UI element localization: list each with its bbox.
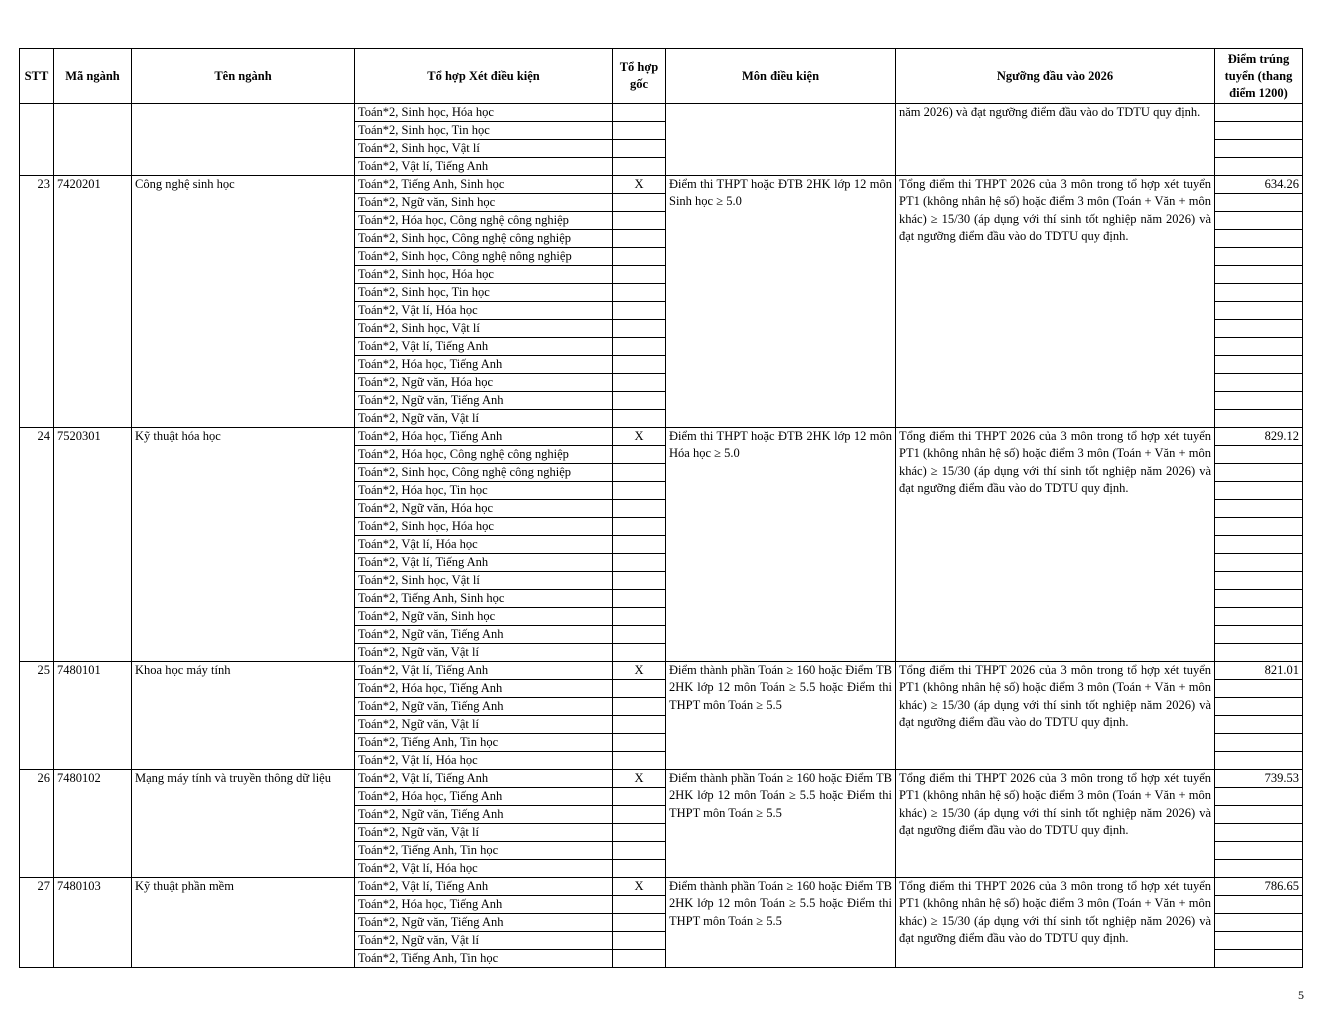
combo-cell: Toán*2, Sinh học, Hóa học: [355, 518, 613, 536]
combo-cell: Toán*2, Sinh học, Vật lí: [355, 320, 613, 338]
score-cell: [1215, 104, 1303, 122]
combo-cell: Toán*2, Sinh học, Hóa học: [355, 104, 613, 122]
header-combo: Tổ hợp Xét điều kiện: [355, 49, 613, 104]
combo-cell: Toán*2, Vật lí, Hóa học: [355, 860, 613, 878]
score-cell: [1215, 446, 1303, 464]
score-cell: [1215, 248, 1303, 266]
score-cell: [1215, 914, 1303, 932]
admission-table-sheet: [19, 48, 1303, 968]
subject-condition-cell: [666, 104, 896, 176]
combo-cell: Toán*2, Sinh học, Công nghệ công nghiệp: [355, 464, 613, 482]
combo-cell: Toán*2, Sinh học, Hóa học: [355, 266, 613, 284]
combo-cell: Toán*2, Sinh học, Công nghệ nông nghiệp: [355, 248, 613, 266]
origin-cell: [613, 320, 666, 338]
score-cell: [1215, 374, 1303, 392]
threshold-cell: Tổng điểm thi THPT 2026 của 3 môn trong tổ hợp xét tuyển PT1 (không nhân hệ số) hoặc điểm 3 môn (Toán + Văn + môn khác) ≥ 15/30 (áp dụng với thí sinh tốt nghiệp năm 2026) và đạt ngưỡng điểm đầu vào do TDTU quy định.: [896, 878, 1215, 968]
header-score: Điểm trúng tuyển (thang điểm 1200): [1215, 49, 1303, 104]
score-cell: [1215, 158, 1303, 176]
combo-cell: Toán*2, Ngữ văn, Tiếng Anh: [355, 698, 613, 716]
subject-condition-cell: Điểm thành phần Toán ≥ 160 hoặc Điểm TB 2HK lớp 12 môn Toán ≥ 5.5 hoặc Điểm thi THPT môn Toán ≥ 5.5: [666, 662, 896, 770]
combo-cell: Toán*2, Hóa học, Tiếng Anh: [355, 896, 613, 914]
score-cell: [1215, 860, 1303, 878]
score-cell: [1215, 680, 1303, 698]
score-cell: [1215, 572, 1303, 590]
name-cell: Kỹ thuật hóa học: [132, 428, 355, 662]
score-cell: [1215, 644, 1303, 662]
score-cell: [1215, 716, 1303, 734]
header-origin: Tổ hợp gốc: [613, 49, 666, 104]
origin-cell: [613, 158, 666, 176]
combo-cell: Toán*2, Sinh học, Công nghệ công nghiệp: [355, 230, 613, 248]
combo-cell: Toán*2, Ngữ văn, Tiếng Anh: [355, 914, 613, 932]
origin-cell: [613, 356, 666, 374]
origin-cell: [613, 446, 666, 464]
origin-cell: [613, 302, 666, 320]
score-cell: [1215, 698, 1303, 716]
origin-cell: [613, 716, 666, 734]
origin-cell: [613, 284, 666, 302]
stt-cell: 24: [20, 428, 54, 662]
origin-cell: [613, 752, 666, 770]
origin-cell: [613, 644, 666, 662]
code-cell: [54, 104, 132, 176]
score-cell: [1215, 320, 1303, 338]
score-cell: [1215, 896, 1303, 914]
origin-cell: [613, 932, 666, 950]
origin-cell: [613, 104, 666, 122]
combo-cell: Toán*2, Vật lí, Hóa học: [355, 302, 613, 320]
origin-cell: [613, 140, 666, 158]
combo-cell: Toán*2, Ngữ văn, Hóa học: [355, 500, 613, 518]
origin-cell: X: [613, 878, 666, 896]
origin-cell: [613, 824, 666, 842]
combo-cell: Toán*2, Ngữ văn, Tiếng Anh: [355, 392, 613, 410]
combo-cell: Toán*2, Vật lí, Tiếng Anh: [355, 662, 613, 680]
table-row: [20, 770, 1303, 788]
header-stt: STT: [20, 49, 54, 104]
threshold-cell: Tổng điểm thi THPT 2026 của 3 môn trong tổ hợp xét tuyển PT1 (không nhân hệ số) hoặc điểm 3 môn (Toán + Văn + môn khác) ≥ 15/30 (áp dụng với thí sinh tốt nghiệp năm 2026) và đạt ngưỡng điểm đầu vào do TDTU quy định.: [896, 662, 1215, 770]
score-cell: [1215, 230, 1303, 248]
stt-cell: [20, 104, 54, 176]
name-cell: Kỹ thuật phần mềm: [132, 878, 355, 968]
combo-cell: Toán*2, Hóa học, Tin học: [355, 482, 613, 500]
score-cell: [1215, 626, 1303, 644]
name-cell: [132, 104, 355, 176]
origin-cell: [613, 788, 666, 806]
name-cell: Công nghệ sinh học: [132, 176, 355, 428]
origin-cell: [613, 950, 666, 968]
stt-cell: 23: [20, 176, 54, 428]
code-cell: 7520301: [54, 428, 132, 662]
score-cell: [1215, 122, 1303, 140]
origin-cell: [613, 464, 666, 482]
score-cell: [1215, 482, 1303, 500]
code-cell: 7480101: [54, 662, 132, 770]
origin-cell: [613, 554, 666, 572]
table-row: [20, 878, 1303, 896]
combo-cell: Toán*2, Vật lí, Hóa học: [355, 536, 613, 554]
combo-cell: Toán*2, Hóa học, Tiếng Anh: [355, 356, 613, 374]
origin-cell: [613, 194, 666, 212]
score-cell: [1215, 212, 1303, 230]
combo-cell: Toán*2, Ngữ văn, Sinh học: [355, 608, 613, 626]
table-row: [20, 662, 1303, 680]
threshold-cell: Tổng điểm thi THPT 2026 của 3 môn trong tổ hợp xét tuyển PT1 (không nhân hệ số) hoặc điểm 3 môn (Toán + Văn + môn khác) ≥ 15/30 (áp dụng với thí sinh tốt nghiệp năm 2026) và đạt ngưỡng điểm đầu vào do TDTU quy định.: [896, 176, 1215, 428]
stt-cell: 26: [20, 770, 54, 878]
score-cell: 786.65: [1215, 878, 1303, 896]
combo-cell: Toán*2, Ngữ văn, Vật lí: [355, 932, 613, 950]
combo-cell: Toán*2, Ngữ văn, Vật lí: [355, 716, 613, 734]
origin-cell: [613, 842, 666, 860]
origin-cell: X: [613, 770, 666, 788]
combo-cell: Toán*2, Tiếng Anh, Sinh học: [355, 176, 613, 194]
score-cell: 739.53: [1215, 770, 1303, 788]
combo-cell: Toán*2, Ngữ văn, Tiếng Anh: [355, 806, 613, 824]
subject-condition-cell: Điểm thi THPT hoặc ĐTB 2HK lớp 12 môn Hóa học ≥ 5.0: [666, 428, 896, 662]
combo-cell: Toán*2, Ngữ văn, Vật lí: [355, 644, 613, 662]
table-row: [20, 428, 1303, 446]
score-cell: [1215, 806, 1303, 824]
score-cell: 821.01: [1215, 662, 1303, 680]
score-cell: [1215, 266, 1303, 284]
origin-cell: [613, 338, 666, 356]
origin-cell: [613, 734, 666, 752]
header-name: Tên ngành: [132, 49, 355, 104]
origin-cell: [613, 626, 666, 644]
subject-condition-cell: Điểm thi THPT hoặc ĐTB 2HK lớp 12 môn Sinh học ≥ 5.0: [666, 176, 896, 428]
score-cell: [1215, 950, 1303, 968]
score-cell: [1215, 194, 1303, 212]
score-cell: [1215, 734, 1303, 752]
score-cell: [1215, 410, 1303, 428]
admission-table: [19, 48, 1303, 968]
origin-cell: [613, 500, 666, 518]
origin-cell: [613, 122, 666, 140]
combo-cell: Toán*2, Hóa học, Tiếng Anh: [355, 680, 613, 698]
score-cell: [1215, 554, 1303, 572]
score-cell: [1215, 500, 1303, 518]
combo-cell: Toán*2, Vật lí, Tiếng Anh: [355, 770, 613, 788]
score-cell: [1215, 302, 1303, 320]
code-cell: 7420201: [54, 176, 132, 428]
score-cell: [1215, 392, 1303, 410]
score-cell: [1215, 824, 1303, 842]
origin-cell: [613, 230, 666, 248]
stt-cell: 27: [20, 878, 54, 968]
threshold-cell: Tổng điểm thi THPT 2026 của 3 môn trong tổ hợp xét tuyển PT1 (không nhân hệ số) hoặc điểm 3 môn (Toán + Văn + môn khác) ≥ 15/30 (áp dụng với thí sinh tốt nghiệp năm 2026) và đạt ngưỡng điểm đầu vào do TDTU quy định.: [896, 770, 1215, 878]
origin-cell: [613, 698, 666, 716]
combo-cell: Toán*2, Sinh học, Vật lí: [355, 140, 613, 158]
stt-cell: 25: [20, 662, 54, 770]
threshold-cell: Tổng điểm thi THPT 2026 của 3 môn trong tổ hợp xét tuyển PT1 (không nhân hệ số) hoặc điểm 3 môn (Toán + Văn + môn khác) ≥ 15/30 (áp dụng với thí sinh tốt nghiệp năm 2026) và đạt ngưỡng điểm đầu vào do TDTU quy định.: [896, 428, 1215, 662]
score-cell: [1215, 356, 1303, 374]
combo-cell: Toán*2, Tiếng Anh, Tin học: [355, 734, 613, 752]
score-cell: [1215, 464, 1303, 482]
score-cell: [1215, 752, 1303, 770]
combo-cell: Toán*2, Tiếng Anh, Tin học: [355, 950, 613, 968]
score-cell: [1215, 140, 1303, 158]
combo-cell: Toán*2, Sinh học, Vật lí: [355, 572, 613, 590]
origin-cell: [613, 572, 666, 590]
combo-cell: Toán*2, Tiếng Anh, Sinh học: [355, 590, 613, 608]
origin-cell: X: [613, 428, 666, 446]
origin-cell: [613, 410, 666, 428]
code-cell: 7480102: [54, 770, 132, 878]
combo-cell: Toán*2, Vật lí, Tiếng Anh: [355, 554, 613, 572]
combo-cell: Toán*2, Ngữ văn, Tiếng Anh: [355, 626, 613, 644]
origin-cell: [613, 374, 666, 392]
score-cell: [1215, 842, 1303, 860]
origin-cell: [613, 518, 666, 536]
score-cell: [1215, 536, 1303, 554]
combo-cell: Toán*2, Vật lí, Tiếng Anh: [355, 158, 613, 176]
origin-cell: [613, 860, 666, 878]
origin-cell: [613, 608, 666, 626]
combo-cell: Toán*2, Vật lí, Tiếng Anh: [355, 878, 613, 896]
origin-cell: [613, 680, 666, 698]
origin-cell: [613, 914, 666, 932]
origin-cell: [613, 392, 666, 410]
origin-cell: X: [613, 662, 666, 680]
combo-cell: Toán*2, Vật lí, Tiếng Anh: [355, 338, 613, 356]
combo-cell: Toán*2, Sinh học, Tin học: [355, 122, 613, 140]
score-cell: 829.12: [1215, 428, 1303, 446]
header-row: [20, 49, 1303, 104]
score-cell: [1215, 788, 1303, 806]
origin-cell: [613, 590, 666, 608]
combo-cell: Toán*2, Tiếng Anh, Tin học: [355, 842, 613, 860]
header-code: Mã ngành: [54, 49, 132, 104]
table-row: [20, 104, 1303, 122]
score-cell: [1215, 590, 1303, 608]
combo-cell: Toán*2, Ngữ văn, Sinh học: [355, 194, 613, 212]
combo-cell: Toán*2, Hóa học, Công nghệ công nghiệp: [355, 446, 613, 464]
subject-condition-cell: Điểm thành phần Toán ≥ 160 hoặc Điểm TB 2HK lớp 12 môn Toán ≥ 5.5 hoặc Điểm thi THPT môn Toán ≥ 5.5: [666, 878, 896, 968]
origin-cell: X: [613, 176, 666, 194]
combo-cell: Toán*2, Ngữ văn, Vật lí: [355, 824, 613, 842]
score-cell: [1215, 608, 1303, 626]
combo-cell: Toán*2, Hóa học, Công nghệ công nghiệp: [355, 212, 613, 230]
name-cell: Khoa học máy tính: [132, 662, 355, 770]
score-cell: [1215, 284, 1303, 302]
header-subject-condition: Môn điều kiện: [666, 49, 896, 104]
score-cell: [1215, 518, 1303, 536]
origin-cell: [613, 248, 666, 266]
combo-cell: Toán*2, Hóa học, Tiếng Anh: [355, 428, 613, 446]
combo-cell: Toán*2, Hóa học, Tiếng Anh: [355, 788, 613, 806]
combo-cell: Toán*2, Vật lí, Hóa học: [355, 752, 613, 770]
page-number: 5: [1298, 988, 1304, 1002]
origin-cell: [613, 536, 666, 554]
origin-cell: [613, 482, 666, 500]
table-row: [20, 176, 1303, 194]
combo-cell: Toán*2, Ngữ văn, Hóa học: [355, 374, 613, 392]
header-threshold: Ngưỡng đầu vào 2026: [896, 49, 1215, 104]
score-cell: [1215, 338, 1303, 356]
origin-cell: [613, 212, 666, 230]
score-cell: [1215, 932, 1303, 950]
code-cell: 7480103: [54, 878, 132, 968]
subject-condition-cell: Điểm thành phần Toán ≥ 160 hoặc Điểm TB 2HK lớp 12 môn Toán ≥ 5.5 hoặc Điểm thi THPT môn Toán ≥ 5.5: [666, 770, 896, 878]
name-cell: Mạng máy tính và truyền thông dữ liệu: [132, 770, 355, 878]
origin-cell: [613, 806, 666, 824]
score-cell: 634.26: [1215, 176, 1303, 194]
origin-cell: [613, 896, 666, 914]
threshold-cell: năm 2026) và đạt ngưỡng điểm đầu vào do TDTU quy định.: [896, 104, 1215, 176]
combo-cell: Toán*2, Sinh học, Tin học: [355, 284, 613, 302]
origin-cell: [613, 266, 666, 284]
combo-cell: Toán*2, Ngữ văn, Vật lí: [355, 410, 613, 428]
